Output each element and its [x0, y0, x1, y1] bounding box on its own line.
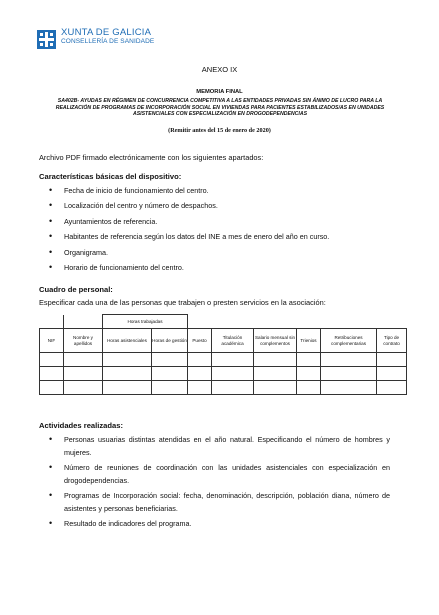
table-header-cell: Puesto	[188, 329, 212, 353]
list-item: • Programas de Incorporación social: fecha, denominación, descripción, población diana, número de asistentes y personas beneficiarias.	[42, 490, 390, 515]
org-header	[61, 28, 154, 46]
deadline-note: (Remitir antes del 15 de enero de 2020)	[168, 127, 271, 134]
table-header-cell	[40, 315, 64, 329]
list-item: • Personas usuarias distintas atendidas en el año natural. Especificando el número de hombres y mujeres.	[42, 434, 390, 459]
intro-text: Archivo PDF firmado electrónicamente con los siguientes apartados:	[39, 153, 264, 162]
cuadro-heading: Cuadro de personal:	[39, 285, 113, 294]
anexo-title: ANEXO IX	[201, 65, 238, 74]
list-item: • Habitantes de referencia según los datos del INE a mes de enero del año en curso.	[42, 232, 329, 247]
table-header-cell: Tipo de contrato	[377, 329, 407, 353]
table-row	[40, 367, 407, 381]
table-header-cell	[188, 315, 407, 329]
memoria-title: MEMORIA FINAL	[196, 89, 243, 95]
list-item: • Fecha de inicio de funcionamiento del centro.	[42, 186, 329, 201]
list-item: • Horario de funcionamiento del centro.	[42, 263, 329, 278]
table-header-cell: Titulación académica	[212, 329, 254, 353]
table-header-cell: Salario mensual sin complementos	[254, 329, 297, 353]
table-header-cell: Horas asistenciales	[103, 329, 152, 353]
personal-table	[39, 314, 407, 395]
table-header-cell: Trienios	[297, 329, 321, 353]
list-item: • Localización del centro y número de despachos.	[42, 201, 329, 216]
org-name: XUNTA DE GALICIA	[61, 27, 152, 38]
actividades-list	[42, 434, 390, 534]
list-item: • Ayuntamientos de referencia.	[42, 217, 329, 232]
list-item: • Resultado de indicadores del programa.	[42, 518, 390, 531]
actividades-heading: Actividades realizadas:	[39, 421, 123, 430]
cuadro-intro: Especificar cada una de las personas que trabajen o presten servicios en la asociación:	[39, 298, 326, 307]
table-header-cell	[64, 315, 103, 329]
caracteristicas-heading: Características básicas del dispositivo:	[39, 172, 182, 181]
table-group-header: Horas trabajadas	[103, 315, 188, 329]
table-row	[40, 353, 407, 367]
department-name: CONSELLERÍA DE SANIDADE	[61, 38, 155, 46]
caracteristicas-list	[42, 186, 329, 278]
table-header-cell: Horas de gestión	[152, 329, 188, 353]
table-header-cell: NIF	[40, 329, 64, 353]
table-row	[40, 381, 407, 395]
table-header-cell: Nombre y apellidos	[64, 329, 103, 353]
list-item: • Número de reuniones de coordinación con las unidades asistenciales con especialización en drogodependencias.	[42, 462, 390, 487]
table-header-cell: Retribuciones complementarias	[321, 329, 377, 353]
document-subtitle: SA402B- AYUDAS EN RÉGIMEN DE CONCURRENCIA COMPETITIVA A LAS ENTIDADES PRIVADAS SIN ÁNIMO DE LUCRO PARA LA REALIZACIÓN DE PROGRAMAS DE INCORPORACIÓN SOCIAL EN VIVIENDAS PARA PACIENTES ESTABILIZADOS/AS EN UNIDADES ASISTENCIALES CON ESPECIALIZACIÓN EN DROGODEPENDENCIAS	[55, 98, 385, 117]
list-item: • Organigrama.	[42, 248, 329, 263]
xunta-logo-icon	[37, 30, 56, 49]
